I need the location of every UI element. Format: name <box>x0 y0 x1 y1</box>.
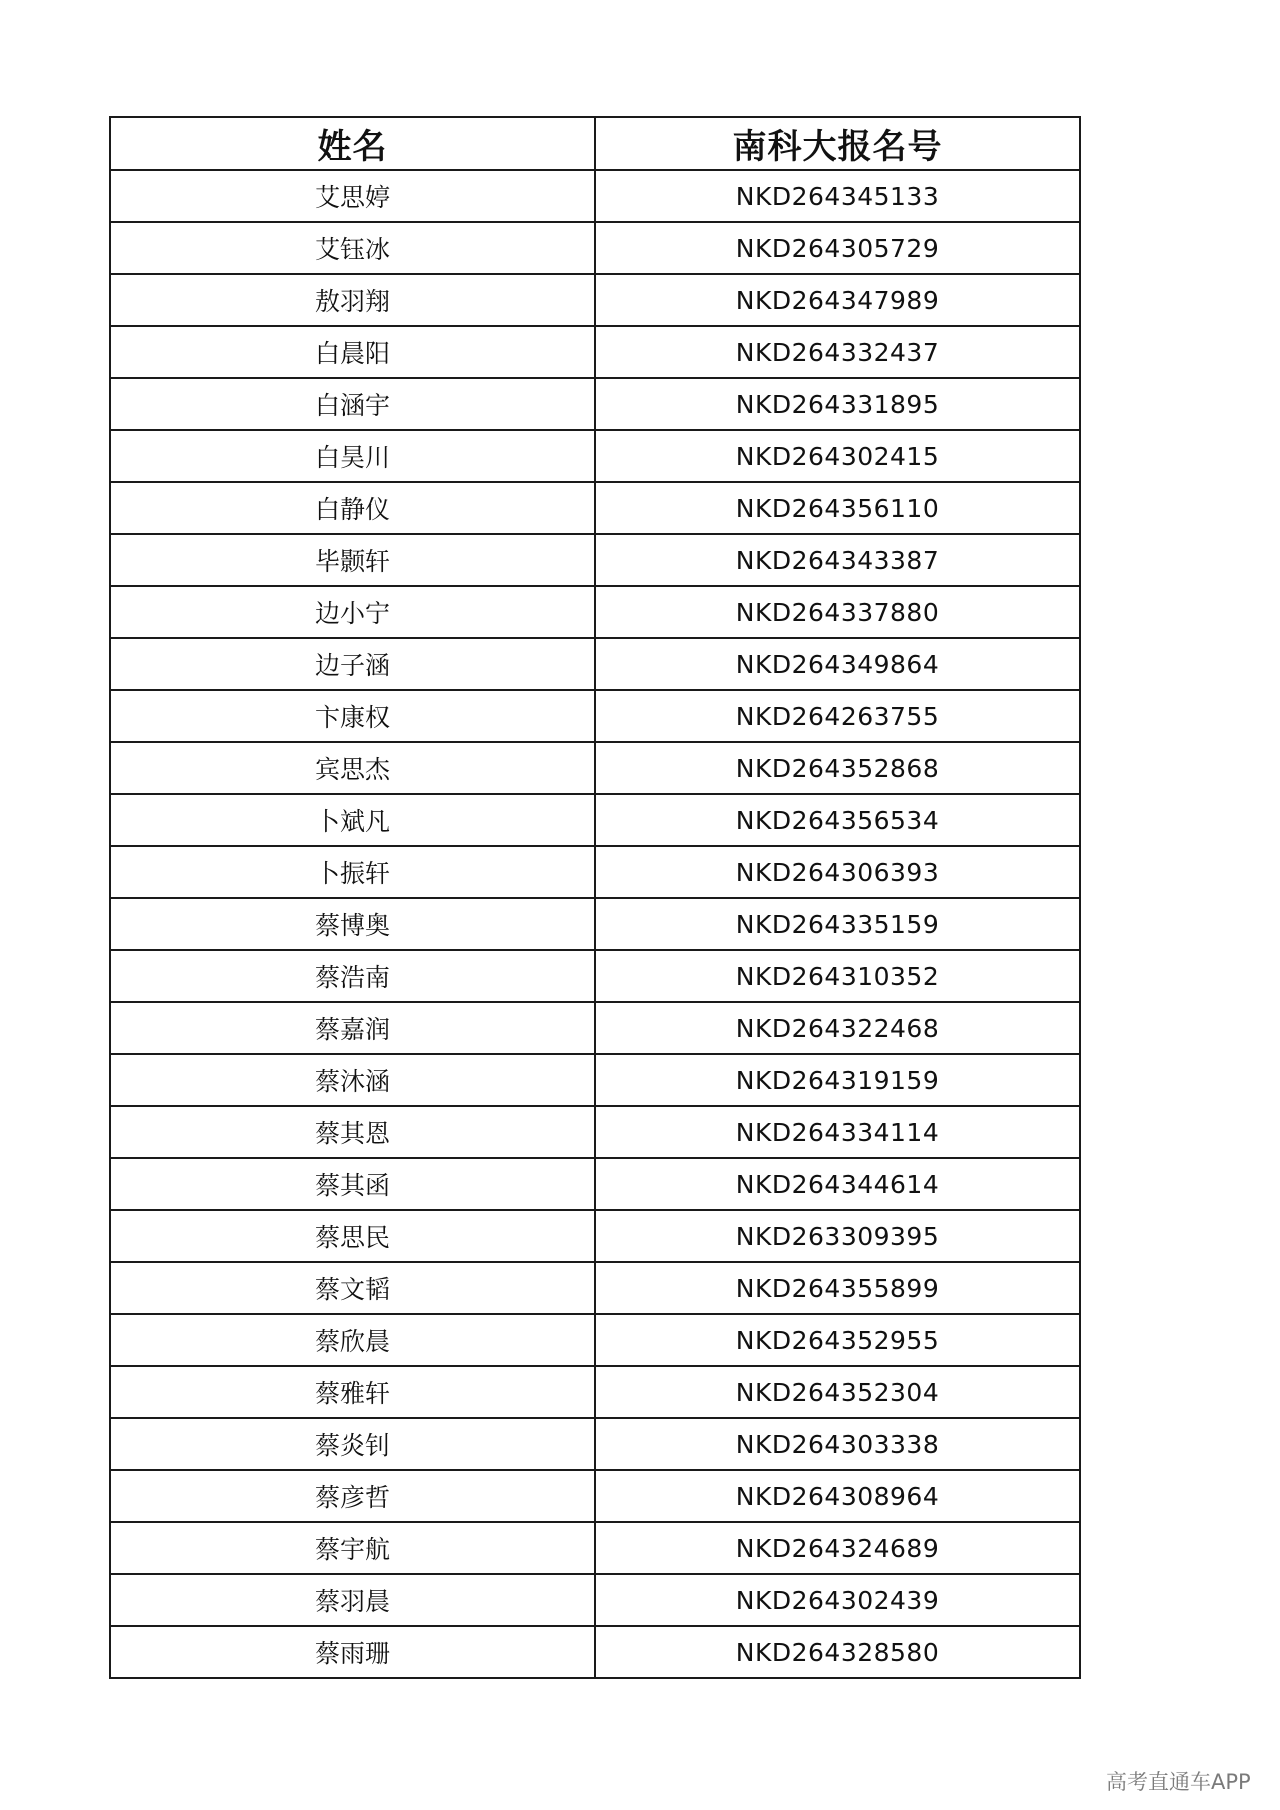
table-row <box>110 534 1080 586</box>
name-cell: 宾思杰 <box>110 742 595 794</box>
table-row <box>110 1158 1080 1210</box>
name-cell: 蔡沐涵 <box>110 1054 595 1106</box>
name-cell: 蔡其函 <box>110 1158 595 1210</box>
name-cell: 边小宁 <box>110 586 595 638</box>
name-cell: 卜振轩 <box>110 846 595 898</box>
name-cell: 蔡雨珊 <box>110 1626 595 1678</box>
table-row <box>110 1418 1080 1470</box>
name-cell: 蔡浩南 <box>110 950 595 1002</box>
table-row <box>110 1522 1080 1574</box>
name-cell: 卜斌凡 <box>110 794 595 846</box>
registration-number-cell: NKD264345133 <box>595 170 1080 222</box>
table-row <box>110 1574 1080 1626</box>
registration-number-cell: NKD264337880 <box>595 586 1080 638</box>
table-row <box>110 586 1080 638</box>
table-row <box>110 378 1080 430</box>
registration-number-cell: NKD264356110 <box>595 482 1080 534</box>
registration-number-cell: NKD264305729 <box>595 222 1080 274</box>
table-row <box>110 170 1080 222</box>
registration-number-cell: NKD263309395 <box>595 1210 1080 1262</box>
table-row <box>110 1002 1080 1054</box>
registration-number-cell: NKD264308964 <box>595 1470 1080 1522</box>
table-row <box>110 638 1080 690</box>
registration-number-cell: NKD264334114 <box>595 1106 1080 1158</box>
registration-number-cell: NKD264322468 <box>595 1002 1080 1054</box>
registration-number-cell: NKD264332437 <box>595 326 1080 378</box>
table-row <box>110 1210 1080 1262</box>
registration-number-cell: NKD264356534 <box>595 794 1080 846</box>
table-row <box>110 690 1080 742</box>
watermark-text: 高考直通车APP <box>1106 1770 1251 1794</box>
table-row <box>110 222 1080 274</box>
name-cell: 白晨阳 <box>110 326 595 378</box>
name-cell: 白昊川 <box>110 430 595 482</box>
table-row <box>110 1470 1080 1522</box>
table-row <box>110 742 1080 794</box>
table-row <box>110 1106 1080 1158</box>
name-cell: 敖羽翔 <box>110 274 595 326</box>
registration-number-cell: NKD264347989 <box>595 274 1080 326</box>
registration-number-cell: NKD264310352 <box>595 950 1080 1002</box>
name-cell: 蔡嘉润 <box>110 1002 595 1054</box>
name-cell: 蔡炎钊 <box>110 1418 595 1470</box>
registration-number-cell: NKD264306393 <box>595 846 1080 898</box>
table-row <box>110 898 1080 950</box>
registration-number-cell: NKD264349864 <box>595 638 1080 690</box>
name-cell: 蔡宇航 <box>110 1522 595 1574</box>
registration-number-cell: NKD264263755 <box>595 690 1080 742</box>
table-row <box>110 1262 1080 1314</box>
registration-number-cell: NKD264303338 <box>595 1418 1080 1470</box>
registration-number-cell: NKD264328580 <box>595 1626 1080 1678</box>
table-row <box>110 274 1080 326</box>
table-row <box>110 950 1080 1002</box>
name-cell: 蔡彦哲 <box>110 1470 595 1522</box>
table-row <box>110 430 1080 482</box>
registration-number-cell: NKD264352304 <box>595 1366 1080 1418</box>
table-row <box>110 1366 1080 1418</box>
registration-number-cell: NKD264343387 <box>595 534 1080 586</box>
table-row <box>110 326 1080 378</box>
name-cell: 蔡思民 <box>110 1210 595 1262</box>
table-row <box>110 1314 1080 1366</box>
registration-number-cell: NKD264331895 <box>595 378 1080 430</box>
name-cell: 卞康权 <box>110 690 595 742</box>
registration-table-container <box>109 116 1079 1679</box>
registration-number-cell: NKD264352868 <box>595 742 1080 794</box>
name-cell: 毕颢轩 <box>110 534 595 586</box>
table-body <box>110 170 1080 1678</box>
registration-number-cell: NKD264355899 <box>595 1262 1080 1314</box>
name-cell: 蔡雅轩 <box>110 1366 595 1418</box>
name-cell: 艾思婷 <box>110 170 595 222</box>
name-cell: 白静仪 <box>110 482 595 534</box>
name-cell: 白涵宇 <box>110 378 595 430</box>
registration-number-cell: NKD264302439 <box>595 1574 1080 1626</box>
table-row <box>110 482 1080 534</box>
name-cell: 边子涵 <box>110 638 595 690</box>
registration-number-cell: NKD264344614 <box>595 1158 1080 1210</box>
name-cell: 蔡羽晨 <box>110 1574 595 1626</box>
registration-number-cell: NKD264319159 <box>595 1054 1080 1106</box>
name-cell: 蔡文韬 <box>110 1262 595 1314</box>
column-header-name: 姓名 <box>110 117 595 170</box>
table-header-row <box>110 117 1080 170</box>
table-row <box>110 1054 1080 1106</box>
registration-number-cell: NKD264324689 <box>595 1522 1080 1574</box>
name-cell: 蔡博奥 <box>110 898 595 950</box>
name-cell: 蔡其恩 <box>110 1106 595 1158</box>
registration-number-cell: NKD264335159 <box>595 898 1080 950</box>
name-cell: 艾钰冰 <box>110 222 595 274</box>
name-cell: 蔡欣晨 <box>110 1314 595 1366</box>
registration-table <box>109 116 1081 1679</box>
registration-number-cell: NKD264352955 <box>595 1314 1080 1366</box>
table-row <box>110 846 1080 898</box>
table-row <box>110 794 1080 846</box>
table-row <box>110 1626 1080 1678</box>
registration-number-cell: NKD264302415 <box>595 430 1080 482</box>
column-header-registration-number: 南科大报名号 <box>595 117 1080 170</box>
